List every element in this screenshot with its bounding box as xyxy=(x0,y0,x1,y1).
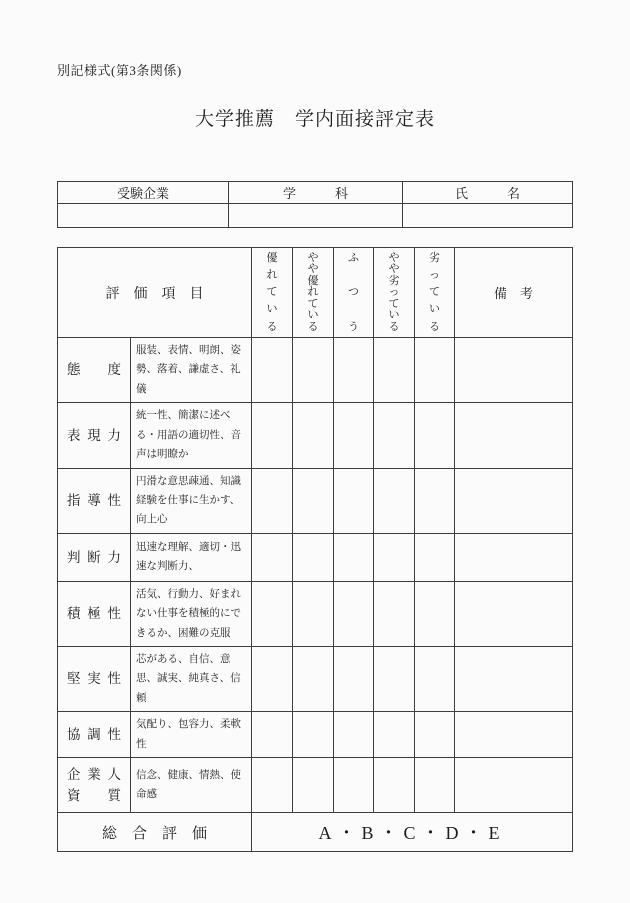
rating-cell-steadiness-excellent[interactable] xyxy=(252,647,293,712)
info-header-company: 受験企業 xyxy=(58,182,229,204)
rating-cell-initiative-somewhat-poor[interactable] xyxy=(374,581,415,646)
page-title: 大学推薦 学内面接評定表 xyxy=(194,109,435,130)
eval-items-header: 評 価 項 目 xyxy=(58,248,252,338)
rating-header-somewhat-excellent: や や 優 れ て い る xyxy=(293,248,334,338)
rating-cell-initiative-excellent[interactable] xyxy=(252,581,293,646)
info-value-row xyxy=(58,204,573,228)
info-field-name[interactable] xyxy=(403,204,573,228)
row-label-businessperson-quality: 企 業 人 資 質 xyxy=(58,758,131,813)
form-note: 別記様式(第3条関係) xyxy=(57,63,182,78)
rating-cell-judgment-excellent[interactable] xyxy=(252,533,293,581)
rating-cell-attitude-somewhat-excellent[interactable] xyxy=(293,338,334,403)
rating-cell-leadership-somewhat-poor[interactable] xyxy=(374,468,415,533)
row-label-cooperativeness: 協 調 性 xyxy=(58,712,131,758)
eval-row-judgment xyxy=(58,533,573,581)
row-label-judgment: 判 断 力 xyxy=(58,533,131,581)
info-field-department[interactable] xyxy=(229,204,403,228)
rating-cell-initiative-poor[interactable] xyxy=(415,581,455,646)
remarks-cell-businessperson-quality[interactable] xyxy=(455,758,573,813)
overall-evaluation-scale[interactable]: A・B・C・D・E xyxy=(252,813,573,852)
rating-header-somewhat-poor: や や 劣 っ て い る xyxy=(374,248,415,338)
remarks-cell-attitude[interactable] xyxy=(455,338,573,403)
rating-cell-steadiness-somewhat-excellent[interactable] xyxy=(293,647,334,712)
rating-cell-expressiveness-average[interactable] xyxy=(334,403,374,468)
row-desc-cooperativeness: 気配り、包容力、柔軟性 xyxy=(131,712,252,758)
info-table xyxy=(57,181,573,228)
eval-row-attitude xyxy=(58,338,573,403)
rating-cell-leadership-somewhat-excellent[interactable] xyxy=(293,468,334,533)
eval-row-steadiness xyxy=(58,647,573,712)
remarks-cell-initiative[interactable] xyxy=(455,581,573,646)
remarks-cell-leadership[interactable] xyxy=(455,468,573,533)
rating-header-excellent: 優 れ て い る xyxy=(252,248,293,338)
rating-cell-judgment-average[interactable] xyxy=(334,533,374,581)
rating-cell-businessperson-quality-somewhat-poor[interactable] xyxy=(374,758,415,813)
info-header-name: 氏 名 xyxy=(403,182,573,204)
rating-cell-initiative-average[interactable] xyxy=(334,581,374,646)
eval-row-initiative xyxy=(58,581,573,646)
rating-cell-attitude-excellent[interactable] xyxy=(252,338,293,403)
rating-header-average: ふ つ う xyxy=(334,248,374,338)
row-desc-businessperson-quality: 信念、健康、情熱、使命感 xyxy=(131,758,252,813)
rating-header-poor: 劣 っ て い る xyxy=(415,248,455,338)
remarks-cell-cooperativeness[interactable] xyxy=(455,712,573,758)
rating-cell-steadiness-average[interactable] xyxy=(334,647,374,712)
row-label-steadiness: 堅 実 性 xyxy=(58,647,131,712)
rating-cell-attitude-average[interactable] xyxy=(334,338,374,403)
info-field-company[interactable] xyxy=(58,204,229,228)
info-header-row xyxy=(58,182,573,204)
eval-header-row xyxy=(58,248,573,338)
remarks-cell-expressiveness[interactable] xyxy=(455,403,573,468)
rating-cell-leadership-average[interactable] xyxy=(334,468,374,533)
rating-cell-attitude-somewhat-poor[interactable] xyxy=(374,338,415,403)
eval-row-leadership xyxy=(58,468,573,533)
rating-cell-attitude-poor[interactable] xyxy=(415,338,455,403)
rating-cell-steadiness-somewhat-poor[interactable] xyxy=(374,647,415,712)
row-desc-initiative: 活気、行動力、好まれない仕事を積極的にできるか、困難の克服 xyxy=(131,581,252,646)
rating-cell-cooperativeness-somewhat-excellent[interactable] xyxy=(293,712,334,758)
row-desc-attitude: 服装、表情、明朗、姿勢、落着、謙虚さ、礼儀 xyxy=(131,338,252,403)
row-desc-judgment: 迅速な理解、適切・迅速な判断力、 xyxy=(131,533,252,581)
eval-row-expressiveness xyxy=(58,403,573,468)
rating-cell-businessperson-quality-average[interactable] xyxy=(334,758,374,813)
overall-evaluation-row xyxy=(58,813,573,852)
rating-cell-businessperson-quality-excellent[interactable] xyxy=(252,758,293,813)
rating-cell-cooperativeness-average[interactable] xyxy=(334,712,374,758)
row-label-leadership: 指 導 性 xyxy=(58,468,131,533)
rating-cell-businessperson-quality-poor[interactable] xyxy=(415,758,455,813)
rating-cell-cooperativeness-somewhat-poor[interactable] xyxy=(374,712,415,758)
eval-row-businessperson-quality xyxy=(58,758,573,813)
rating-cell-expressiveness-excellent[interactable] xyxy=(252,403,293,468)
row-label-attitude: 態 度 xyxy=(58,338,131,403)
info-header-department: 学 科 xyxy=(229,182,403,204)
rating-cell-judgment-somewhat-excellent[interactable] xyxy=(293,533,334,581)
rating-cell-judgment-somewhat-poor[interactable] xyxy=(374,533,415,581)
remarks-cell-judgment[interactable] xyxy=(455,533,573,581)
remarks-header: 備 考 xyxy=(455,248,573,338)
rating-cell-steadiness-poor[interactable] xyxy=(415,647,455,712)
rating-cell-businessperson-quality-somewhat-excellent[interactable] xyxy=(293,758,334,813)
rating-cell-leadership-excellent[interactable] xyxy=(252,468,293,533)
rating-cell-cooperativeness-poor[interactable] xyxy=(415,712,455,758)
rating-cell-initiative-somewhat-excellent[interactable] xyxy=(293,581,334,646)
remarks-cell-steadiness[interactable] xyxy=(455,647,573,712)
evaluation-table xyxy=(57,247,573,852)
row-label-expressiveness: 表 現 力 xyxy=(58,403,131,468)
rating-cell-cooperativeness-excellent[interactable] xyxy=(252,712,293,758)
rating-cell-judgment-poor[interactable] xyxy=(415,533,455,581)
row-desc-leadership: 円滑な意思疎通、知識経験を仕事に生かす、向上心 xyxy=(131,468,252,533)
row-desc-steadiness: 芯がある、自信、意思、誠実、純真さ、信頼 xyxy=(131,647,252,712)
row-label-initiative: 積 極 性 xyxy=(58,581,131,646)
rating-cell-leadership-poor[interactable] xyxy=(415,468,455,533)
rating-cell-expressiveness-somewhat-poor[interactable] xyxy=(374,403,415,468)
rating-cell-expressiveness-somewhat-excellent[interactable] xyxy=(293,403,334,468)
overall-evaluation-label: 総 合 評 価 xyxy=(58,813,252,852)
row-desc-expressiveness: 統一性、簡潔に述べる・用語の適切性、音声は明瞭か xyxy=(131,403,252,468)
rating-cell-expressiveness-poor[interactable] xyxy=(415,403,455,468)
eval-row-cooperativeness xyxy=(58,712,573,758)
